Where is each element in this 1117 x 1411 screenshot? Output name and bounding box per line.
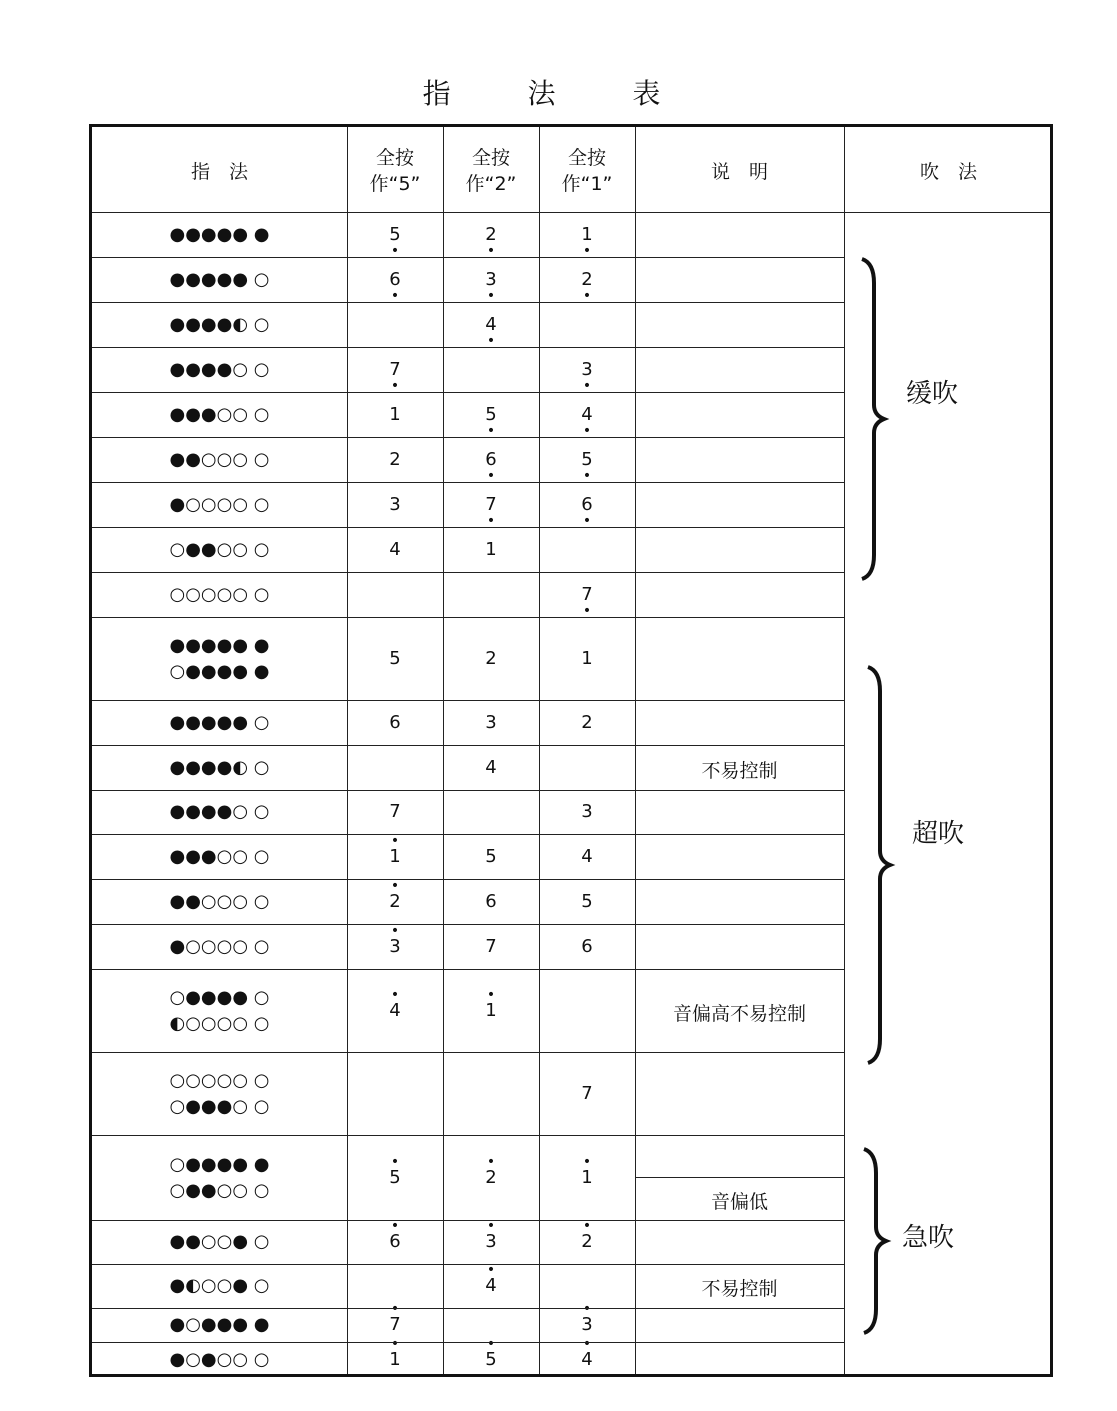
fingering-line: ●○○○○ ○ — [169, 493, 270, 515]
note-text: 音偏低 — [710, 1190, 768, 1213]
octave-dot-high: • — [582, 1335, 592, 1352]
row-divider — [92, 1308, 844, 1309]
column-divider — [443, 127, 444, 1374]
row-divider — [92, 1135, 844, 1136]
fingering-pattern — [92, 267, 347, 293]
pitch-number: 6 — [485, 448, 497, 470]
pitch-cell-c5 — [347, 877, 443, 913]
row-divider — [92, 969, 844, 970]
pitch-cell-c1 — [539, 493, 635, 529]
octave-dot-low: • — [486, 512, 496, 529]
pitch-cell-c2 — [443, 891, 539, 913]
fingering-line: ●●●●○ ○ — [169, 801, 270, 822]
row-divider — [92, 924, 844, 925]
pitch-cell-c1 — [539, 801, 635, 823]
pitch-cell-c1 — [539, 891, 635, 913]
pitch-cell-c5 — [347, 1335, 443, 1371]
brace-rapid — [864, 1149, 886, 1333]
pitch-number: 4 — [389, 538, 401, 560]
octave-dot-low: • — [486, 332, 496, 349]
header-col1: 全按 作“1” — [561, 147, 613, 195]
pitch-number: 6 — [389, 268, 401, 290]
fingering-pattern — [92, 889, 347, 915]
pitch-number: 7 — [389, 358, 401, 380]
octave-dot-high: • — [390, 1335, 400, 1352]
pitch-number: 4 — [485, 756, 497, 778]
octave-dot-low: • — [390, 377, 400, 394]
octave-dot-low: • — [582, 242, 592, 259]
pitch-number: 3 — [485, 268, 497, 290]
fingering-line: ○●●●○ ○ — [169, 1095, 270, 1117]
fingering-line: ●○○○○ ○ — [169, 935, 270, 957]
pitch-cell-c2 — [443, 648, 539, 670]
page-title: 指 法 表 — [422, 77, 695, 110]
pitch-cell-c5 — [347, 539, 443, 561]
pitch-cell-c1 — [539, 223, 635, 259]
octave-dot-high: • — [390, 1153, 400, 1170]
octave-dot-low: • — [390, 287, 400, 304]
octave-dot-high: • — [390, 1301, 400, 1317]
row-divider — [92, 572, 844, 573]
pitch-number: 1 — [485, 538, 497, 560]
header-col5: 全按 作“5” — [369, 147, 421, 195]
pitch-cell-c2 — [443, 936, 539, 958]
pitch-cell-c1 — [539, 1335, 635, 1371]
fingering-pattern — [92, 222, 347, 248]
pitch-cell-c2 — [443, 223, 539, 259]
fingering-pattern — [92, 1312, 347, 1338]
octave-dot-low: • — [582, 602, 592, 619]
octave-dot-low: • — [486, 422, 496, 439]
pitch-number: 6 — [581, 935, 593, 957]
pitch-cell-c2 — [443, 757, 539, 779]
octave-dot-low: • — [486, 467, 496, 484]
row-divider — [92, 392, 844, 393]
pitch-cell-c2 — [443, 1153, 539, 1189]
pitch-cell-c2 — [443, 986, 539, 1022]
pitch-number: 3 — [581, 358, 593, 380]
pitch-number: 4 — [581, 403, 593, 425]
row-divider — [92, 879, 844, 880]
row-divider — [92, 617, 844, 618]
fingering-line: ●◐○○● ○ — [169, 1275, 270, 1296]
fingering-line: ○●●●● ● — [169, 660, 270, 682]
octave-dot-low: • — [582, 287, 592, 304]
header-blow: 吹 法 — [919, 161, 977, 183]
fingering-pattern — [92, 799, 347, 825]
octave-dot-low: • — [582, 377, 592, 394]
fingering-pattern — [92, 357, 347, 383]
pitch-cell-c1 — [539, 712, 635, 734]
pitch-cell-c5 — [347, 223, 443, 259]
pitch-number: 5 — [389, 223, 401, 245]
note-text: 不易控制 — [701, 1278, 778, 1300]
header-col2: 全按 作“2” — [465, 147, 517, 195]
fingering-pattern — [92, 710, 347, 736]
octave-dot-high: • — [486, 1218, 496, 1234]
octave-dot-high: • — [390, 986, 400, 1003]
fingering-line: ●●○○● ○ — [169, 1231, 270, 1252]
row-divider — [92, 834, 844, 835]
fingering-line: ●○●○○ ○ — [169, 1348, 270, 1370]
fingering-pattern — [92, 492, 347, 518]
pitch-cell-c5 — [347, 268, 443, 304]
pitch-number: 6 — [389, 711, 401, 733]
pitch-number: 1 — [389, 403, 401, 425]
note-text: 音偏高不易控制 — [672, 1002, 806, 1025]
pitch-number: 4 — [485, 1275, 497, 1296]
fingering-line: ●●○○○ ○ — [169, 448, 270, 470]
fingering-line: ○○○○○ ○ — [169, 583, 270, 605]
pitch-number: 2 — [581, 268, 593, 290]
blow-style-slow: 缓吹 — [906, 379, 959, 409]
pitch-cell-c1 — [539, 583, 635, 619]
fingering-line: ●●●●● ○ — [169, 268, 270, 290]
pitch-cell-c2 — [443, 493, 539, 529]
pitch-cell-c5 — [347, 494, 443, 516]
octave-dot-high: • — [486, 1262, 496, 1278]
pitch-number: 1 — [581, 647, 593, 669]
octave-dot-high: • — [486, 986, 496, 1003]
blow-style-rapid: 急吹 — [902, 1223, 955, 1253]
fingering-pattern — [92, 985, 347, 1037]
blow-style-over: 超吹 — [912, 819, 965, 849]
pitch-cell-c2 — [443, 539, 539, 561]
octave-dot-low: • — [486, 287, 496, 304]
row-divider — [92, 257, 844, 258]
fingering-pattern — [92, 633, 347, 685]
header-fingering: 指 法 — [190, 161, 248, 183]
fingering-line: ◐○○○○ ○ — [169, 1012, 270, 1034]
header-divider — [92, 212, 1050, 213]
octave-dot-low: • — [582, 512, 592, 529]
pitch-cell-c1 — [539, 358, 635, 394]
octave-dot-high: • — [390, 1218, 400, 1234]
pitch-cell-c2 — [443, 403, 539, 439]
fingering-line: ●●●●◐ ○ — [169, 756, 270, 778]
pitch-number: 5 — [581, 890, 593, 912]
pitch-cell-c2 — [443, 1262, 539, 1297]
pitch-number: 2 — [485, 1166, 497, 1188]
pitch-number: 5 — [485, 845, 497, 867]
row-divider — [92, 1264, 844, 1265]
octave-dot-high: • — [486, 1335, 496, 1352]
row-divider — [92, 700, 844, 701]
pitch-number: 1 — [389, 1348, 401, 1370]
note-text: 不易控制 — [701, 759, 778, 782]
fingering-pattern — [92, 1273, 347, 1299]
pitch-number: 7 — [485, 935, 497, 957]
pitch-number: 3 — [389, 935, 401, 957]
fingering-line: ●●●●● ● — [169, 223, 270, 245]
row-divider — [92, 482, 844, 483]
pitch-number: 6 — [485, 890, 497, 912]
pitch-number: 6 — [389, 1231, 401, 1252]
pitch-number: 3 — [389, 493, 401, 515]
fingering-pattern — [92, 402, 347, 428]
octave-dot-high: • — [582, 1218, 592, 1234]
fingering-pattern — [92, 312, 347, 338]
fingering-line: ●●●●● ● — [169, 634, 270, 656]
row-divider — [92, 437, 844, 438]
fingering-pattern — [92, 1152, 347, 1204]
fingering-line: ●●○○○ ○ — [169, 890, 270, 912]
fingering-line: ●●●○○ ○ — [169, 845, 270, 867]
octave-dot-low: • — [390, 242, 400, 259]
fingering-pattern — [92, 537, 347, 563]
pitch-number: 4 — [581, 1348, 593, 1370]
pitch-cell-c1 — [539, 1083, 635, 1105]
pitch-number: 5 — [389, 1166, 401, 1188]
fingering-pattern — [92, 934, 347, 960]
pitch-cell-c5 — [347, 832, 443, 868]
pitch-cell-c5 — [347, 1153, 443, 1189]
pitch-number: 6 — [581, 493, 593, 515]
pitch-number: 7 — [581, 583, 593, 605]
pitch-number: 7 — [485, 493, 497, 515]
fingering-line: ●●●○○ ○ — [169, 403, 270, 425]
pitch-number: 3 — [581, 801, 593, 822]
octave-dot-high: • — [390, 922, 400, 939]
pitch-cell-c2 — [443, 1335, 539, 1371]
header-note: 说 明 — [710, 161, 768, 183]
pitch-cell-c5 — [347, 801, 443, 823]
pitch-number: 2 — [581, 711, 593, 733]
fingering-pattern — [92, 844, 347, 870]
fingering-line: ●●●●● ○ — [169, 711, 270, 733]
pitch-cell-c2 — [443, 1218, 539, 1253]
pitch-cell-c1 — [539, 1218, 635, 1253]
column-divider — [844, 127, 845, 1374]
fingering-line: ○●●●● ● — [169, 1153, 270, 1175]
pitch-number: 2 — [485, 647, 497, 669]
pitch-number: 2 — [389, 448, 401, 470]
fingering-line: ●○●●● ● — [169, 1314, 270, 1335]
pitch-number: 4 — [389, 999, 401, 1021]
row-divider — [92, 790, 844, 791]
pitch-cell-c5 — [347, 404, 443, 426]
pitch-number: 5 — [485, 403, 497, 425]
pitch-cell-c2 — [443, 268, 539, 304]
pitch-number: 7 — [581, 1082, 593, 1104]
fingering-pattern — [92, 755, 347, 781]
brace-slow — [862, 259, 884, 579]
row-divider — [92, 1052, 844, 1053]
octave-dot-low: • — [582, 467, 592, 484]
pitch-cell-c2 — [443, 712, 539, 734]
row-divider — [92, 745, 844, 746]
fingering-line: ●●●●○ ○ — [169, 358, 270, 380]
pitch-number: 5 — [581, 448, 593, 470]
pitch-number: 3 — [485, 711, 497, 733]
fingering-table — [89, 124, 1053, 1377]
pitch-number: 3 — [485, 1231, 497, 1252]
pitch-cell-c5 — [347, 358, 443, 394]
pitch-number: 1 — [581, 223, 593, 245]
fingering-pattern — [92, 1347, 347, 1373]
octave-dot-high: • — [390, 877, 400, 894]
pitch-cell-c5 — [347, 1301, 443, 1336]
pitch-cell-c1 — [539, 268, 635, 304]
pitch-cell-c1 — [539, 648, 635, 670]
octave-dot-low: • — [582, 422, 592, 439]
fingering-line: ○●●○○ ○ — [169, 538, 270, 560]
fingering-pattern — [92, 582, 347, 608]
fingering-pattern — [92, 1068, 347, 1120]
fingering-line: ○○○○○ ○ — [169, 1069, 270, 1091]
octave-dot-low: • — [486, 242, 496, 259]
pitch-cell-c2 — [443, 846, 539, 868]
column-divider — [347, 127, 348, 1374]
pitch-cell-c5 — [347, 712, 443, 734]
pitch-number: 1 — [389, 845, 401, 867]
pitch-number: 1 — [581, 1166, 593, 1188]
pitch-number: 5 — [389, 647, 401, 669]
row-divider — [92, 1342, 844, 1343]
pitch-cell-c5 — [347, 922, 443, 958]
brace-over — [868, 667, 890, 1063]
pitch-cell-c1 — [539, 846, 635, 868]
pitch-number: 4 — [485, 313, 497, 335]
row-divider — [92, 1220, 844, 1221]
pitch-cell-c5 — [347, 449, 443, 471]
fingering-line: ●●●●◐ ○ — [169, 313, 270, 335]
row-divider — [92, 347, 844, 348]
pitch-cell-c2 — [443, 313, 539, 349]
pitch-number: 4 — [581, 845, 593, 867]
pitch-cell-c1 — [539, 936, 635, 958]
pitch-cell-c1 — [539, 448, 635, 484]
pitch-cell-c5 — [347, 648, 443, 670]
pitch-cell-c5 — [347, 1218, 443, 1253]
octave-dot-high: • — [390, 832, 400, 849]
fingering-line: ○●●○○ ○ — [169, 1179, 270, 1201]
pitch-number: 2 — [485, 223, 497, 245]
pitch-number: 7 — [389, 1314, 401, 1335]
pitch-cell-c1 — [539, 1153, 635, 1189]
fingering-pattern — [92, 447, 347, 473]
pitch-number: 2 — [581, 1231, 593, 1252]
pitch-cell-c1 — [539, 1301, 635, 1336]
row-divider — [92, 527, 844, 528]
fingering-pattern — [92, 1229, 347, 1255]
pitch-number: 3 — [581, 1314, 593, 1335]
pitch-number: 7 — [389, 801, 401, 822]
pitch-number: 2 — [389, 890, 401, 912]
note-subdivider — [635, 1177, 844, 1178]
column-divider — [635, 127, 636, 1374]
pitch-number: 1 — [485, 999, 497, 1021]
octave-dot-high: • — [582, 1153, 592, 1170]
octave-dot-high: • — [582, 1301, 592, 1317]
column-divider — [539, 127, 540, 1374]
fingering-line: ○●●●● ○ — [169, 986, 270, 1008]
pitch-number: 5 — [485, 1348, 497, 1370]
pitch-cell-c2 — [443, 448, 539, 484]
octave-dot-high: • — [486, 1153, 496, 1170]
pitch-cell-c1 — [539, 403, 635, 439]
pitch-cell-c5 — [347, 986, 443, 1022]
row-divider — [92, 302, 844, 303]
